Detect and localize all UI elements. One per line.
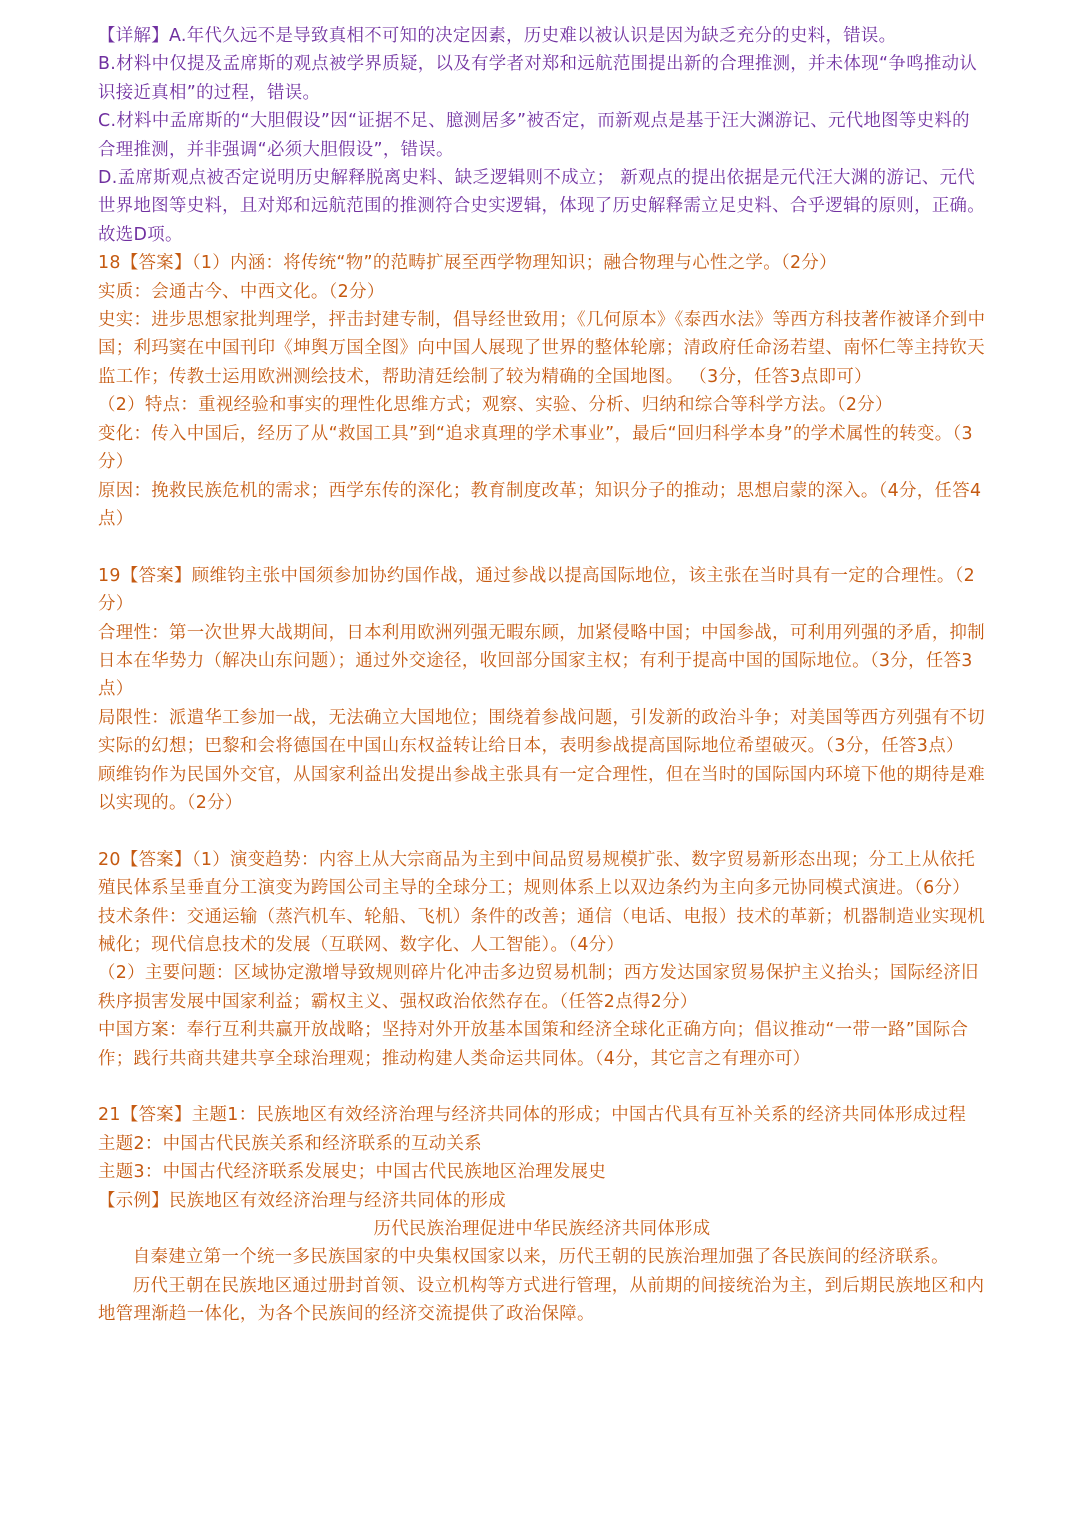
q20-line: （2）主要问题：区域协定激增导致规则碎片化冲击多边贸易机制；西方发达国家贸易保护主义抬头；国际经济旧秩序损害发展中国家利益；霸权主义、强权政治依然存在。（任答2点得2分）: [98, 963, 979, 1012]
q18-line: 18【答案】（1）内涵：将传统“物”的范畴扩展至西学物理知识；融合物理与心性之学。（2分）: [98, 253, 837, 274]
explanation-conclusion: 故选D项。: [98, 224, 183, 245]
answer-document: [98, 22, 986, 1329]
essay-paragraph: 自秦建立第一个统一多民族国家的中央集权国家以来，历代王朝的民族治理加强了各民族间的经济联系。: [132, 1247, 949, 1268]
q21-section: [98, 1101, 986, 1328]
q20-line: 中国方案：奉行互利共赢开放战略；坚持对外开放基本国策和经济全球化正确方向；倡议推动“一带一路”国际合作；践行共商共建共享全球治理观；推动构建人类命运共同体。（4分，其它言之有理亦可）: [98, 1020, 969, 1069]
q21-line: 【示例】民族地区有效经济治理与经济共同体的形成: [98, 1190, 507, 1211]
q20-section: [98, 846, 986, 1073]
explanation-line: D.孟席斯观点被否定说明历史解释脱离史料、缺乏逻辑则不成立； 新观点的提出依据是元代汪大渊的游记、元代世界地图等史料，且对郑和远航范围的推测符合史实逻辑，体现了历史解释需立足史料、合乎逻辑的原则，正确。: [98, 168, 986, 217]
section-gap: [98, 817, 986, 845]
q19-line: 19【答案】顾维钧主张中国须参加协约国作战，通过参战以提高国际地位，该主张在当时具有一定的合理性。（2分）: [98, 565, 976, 615]
essay-paragraph: 历代王朝在民族地区通过册封首领、设立机构等方式进行管理，从前期的间接统治为主，到后期民族地区和内地管理渐趋一体化，为各个民族间的经济交流提供了政治保障。: [98, 1275, 985, 1325]
q18-line: 原因：挽救民族危机的需求；西学东传的深化；教育制度改革；知识分子的推动；思想启蒙的深入。（4分，任答4点）: [98, 480, 982, 529]
section-gap: [98, 1073, 986, 1101]
section-gap: [98, 533, 986, 561]
explanation-line: B.材料中仅提及孟席斯的观点被学界质疑，以及有学者对郑和远航范围提出新的合理推测，并未体现“争鸣推动认识接近真相”的过程，错误。: [98, 54, 978, 103]
q21-line: 主题3：中国古代经济联系发展史；中国古代民族地区治理发展史: [98, 1162, 607, 1183]
q18-section: [98, 249, 986, 533]
essay-title: 历代民族治理促进中华民族经济共同体形成: [373, 1219, 711, 1240]
q21-line: 主题2：中国古代民族关系和经济联系的互动关系: [98, 1133, 482, 1154]
q18-line: 变化：传入中国后，经历了从“救国工具”到“追求真理的学术事业”，最后“回归科学本身”的学术属性的转变。（3分）: [98, 423, 973, 473]
q21-line: 21【答案】主题1：民族地区有效经济治理与经济共同体的形成；中国古代具有互补关系的经济共同体形成过程: [98, 1105, 967, 1126]
explanation-line: 【详解】A.年代久远不是导致真相不可知的决定因素，历史难以被认识是因为缺乏充分的史料，错误。: [98, 26, 897, 46]
q20-line: 技术条件：交通运输（蒸汽机车、轮船、飞机）条件的改善；通信（电话、电报）技术的革新；机器制造业实现机械化；现代信息技术的发展（互联网、数字化、人工智能）。（4分）: [98, 906, 986, 955]
q18-line: 史实：进步思想家批判理学，抨击封建专制，倡导经世致用；《几何原本》《泰西水法》等西方科技著作被译介到中国；利玛窦在中国刊印《坤舆万国全图》向中国人展现了世界的整体轮廓；清政府任命汤若望、南怀仁等主持钦天监工作；传教士运用欧洲测绘技术，帮助清廷绘制了较为精确的全国地图。 （3分，任答3点即可）: [98, 310, 986, 387]
q18-line: （2）特点：重视经验和事实的理性化思维方式；观察、实验、分析、归纳和综合等科学方法。（2分）: [98, 395, 893, 416]
q18-line: 实质：会通古今、中西文化。（2分）: [98, 281, 385, 302]
explanation-line: C.材料中孟席斯的“大胆假设”因“证据不足、臆测居多”被否定，而新观点是基于汪大渊游记、元代地图等史料的合理推测，并非强调“必须大胆假设”，错误。: [98, 111, 970, 160]
q20-line: 20【答案】（1）演变趋势：内容上从大宗商品为主到中间品贸易规模扩张、数字贸易新形态出现；分工上从依托殖民体系呈垂直分工演变为跨国公司主导的全球分工；规则体系上以双边条约为主向多元协同模式演进。（6分）: [98, 849, 976, 899]
q19-line: 局限性：派遣华工参加一战，无法确立大国地位；围绕着参战问题，引发新的政治斗争；对美国等西方列强有不切实际的幻想；巴黎和会将德国在中国山东权益转让给日本，表明参战提高国际地位希望破灭。（3分，任答3点）: [98, 707, 986, 757]
q19-line: 顾维钧作为民国外交官，从国家利益出发提出参战主张具有一定合理性，但在当时的国际国内环境下他的期待是难以实现的。（2分）: [98, 764, 986, 813]
explanation-section: [98, 22, 986, 249]
q19-line: 合理性：第一次世界大战期间，日本利用欧洲列强无暇东顾，加紧侵略中国；中国参战，可利用列强的矛盾，抑制日本在华势力（解决山东问题）；通过外交途径，收回部分国家主权；有利于提高中国的国际地位。（3分，任答3点）: [98, 622, 986, 700]
q19-section: [98, 562, 986, 818]
